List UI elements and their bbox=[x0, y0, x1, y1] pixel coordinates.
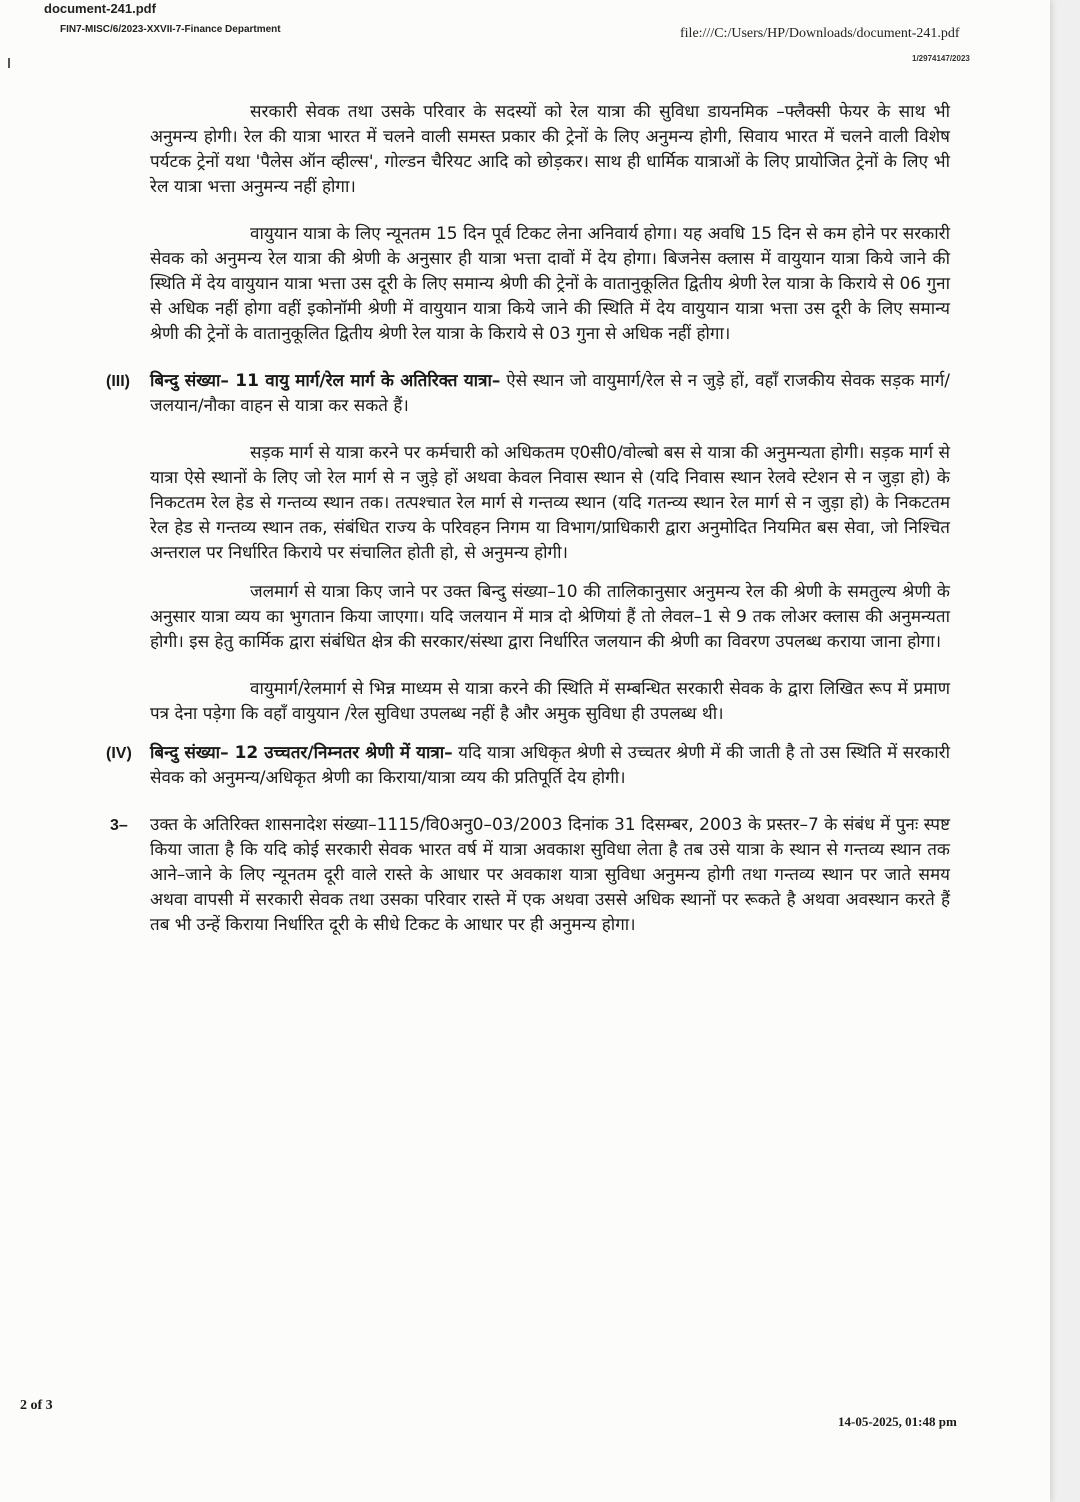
point-iv-text: यदि यात्रा अधिकृत श्रेणी से उच्चतर श्रेणी में की जाती है तो उस स्थिति में सरकारी सेवक को अनुमन्य/अधिकृत श्रेणी का किराया/यात्रा व्यय की प्रतिपूर्ति देय होगी। bbox=[150, 743, 950, 788]
reference-number: 1/2974147/2023 bbox=[912, 54, 970, 63]
paragraph-rail-travel: सरकारी सेवक तथा उसके परिवार के सदस्यों को रेल यात्रा की सुविधा डायनमिक –फ्लैक्सी फेयर के साथ भी अनुमन्य होगी। रेल की यात्रा भारत में चलने वाली समस्त प्रकार की ट्रेनों के लिए अनुमन्य होगी, सिवाय भारत में चलने वाली विशेष पर्यटक ट्रेनों यथा 'पैलेस ऑन व्हील्स', गोल्डन चैरियट आदि को छोड़कर। साथ ही धार्मिक यात्राओं के लिए प्रायोजित ट्रेनों के लिए भी रेल यात्रा भत्ता अनुमन्य नहीं होगा। bbox=[150, 102, 950, 197]
paragraph-air-travel: वायुयान यात्रा के लिए न्यूनतम 15 दिन पूर्व टिकट लेना अनिवार्य होगा। यह अवधि 15 दिन से कम होने पर सरकारी सेवक को अनुमन्य रेल यात्रा की श्रेणी के अनुसार ही यात्रा भत्ता दावों में देय होगा। बिजनेस क्लास में वायुयान यात्रा किये जाने की स्थिति में देय वायुयान यात्रा भत्ता उस दूरी के लिए समान्य श्रेणी की ट्रेनों के वातानुकूलित द्वितीय श्रेणी रेल यात्रा के किराये से 06 गुना से अधिक नहीं होगा वहीं इकोनॉमी श्रेणी में वायुयान यात्रा किये जाने की स्थिति में देय वायुयान यात्रा भत्ता उस दूरी के लिए समान्य श्रेणी की ट्रेनों के वातानुकूलित द्वितीय श्रेणी रेल यात्रा के किराये से 03 गुना से अधिक नहीं होगा। bbox=[150, 224, 950, 344]
paragraph-road-travel: सड़क मार्ग से यात्रा करने पर कर्मचारी को अधिकतम ए0सी0/वोल्बो बस से यात्रा की अनुमन्यता होगी। सड़क मार्ग से यात्रा ऐसे स्थानों के लिए जो रेल मार्ग से न जुड़े हों अथवा केवल निवास स्थान से (यदि निवास स्थान रेलवे स्टेशन से न जुड़ा हो) के निकटतम रेल हेड से गन्तव्य स्थान तक। तत्पश्चात रेल मार्ग से गन्तव्य स्थान (यदि गतन्व्य स्थान रेल मार्ग से न जुड़ा हो) के निकटतम रेल हेड से गन्तव्य स्थान तक, संबंधित राज्य के परिवहन निगम या विभाग/प्राधिकारी द्वारा अनुमोदित नियमित बस सेवा, जो निश्चित अन्तराल पर निर्धारित किराये पर संचालित होती हो, से अनुमन्य होगी। bbox=[150, 443, 950, 563]
point-iii-marker: (III) bbox=[106, 373, 130, 390]
print-datetime: 14-05-2025, 01:48 pm bbox=[838, 1414, 957, 1429]
point-iii bbox=[106, 369, 950, 419]
point-iv-heading: बिन्दु संख्या– 12 उच्चतर/निम्नतर श्रेणी में यात्रा– bbox=[150, 743, 453, 763]
document-name: document-241.pdf bbox=[44, 1, 156, 16]
point-iii-heading: बिन्दु संख्या– 11 वायु मार्ग/रेल मार्ग के अतिरिक्त यात्रा– bbox=[150, 371, 501, 391]
document-reference: FIN7-MISC/6/2023-XXVII-7-Finance Department bbox=[60, 24, 281, 35]
paragraph-other-means: वायुमार्ग/रेलमार्ग से भिन्न माध्यम से यात्रा करने की स्थिति में सम्बन्धित सरकारी सेवक के द्वारा लिखित रूप में प्रमाण पत्र देना पड़ेगा कि वहाँ वायुयान /रेल सुविधा उपलब्ध नहीं है और अमुक सुविधा ही उपलब्ध थी। bbox=[150, 679, 950, 724]
paragraph-water-travel: जलमार्ग से यात्रा किए जाने पर उक्त बिन्दु संख्या–10 की तालिकानुसार अनुमन्य रेल की श्रेणी के समतुल्य श्रेणी के अनुसार यात्रा व्यय का भुगतान किया जाएगा। यदि जलयान में मात्र दो श्रेणियां हैं तो लेवल–1 से 9 तक लोअर क्लास की अनुमन्यता होगी। इस हेतु कार्मिक द्वारा संबंधित क्षेत्र की सरकार/संस्था द्वारा निर्धारित जलयान की श्रेणी का विवरण उपलब्ध कराया जाना होगा। bbox=[150, 582, 950, 652]
paragraph-3-text: उक्त के अतिरिक्त शासनादेश संख्या–1115/वि0अनु0–03/2003 दिनांक 31 दिसम्बर, 2003 के प्रस्तर–7 के संबंध में पुनः स्पष्ट किया जाता है कि यदि कोई सरकारी सेवक भारत वर्ष में यात्रा अवकाश सुविधा लेता है तब उसे यात्रा के स्थान से गन्तव्य स्थान तक आने–जाने के लिए न्यूनतम दूरी वाले रास्ते के आधार पर अवकाश यात्रा सुविधा अनुमन्य होगी तथा गन्तव्य स्थान पर जाते समय अथवा वापसी में सरकारी सेवक तथा उसका परिवार रास्ते में एक अथवा उससे अधिक स्थानों पर रूकते है अथवा अवस्थान करते हैं तब भी उन्हें किराया निर्धारित दूरी के सीधे टिकट के आधार पर ही अनुमन्य होगा। bbox=[150, 815, 950, 935]
point-iv-marker: (IV) bbox=[106, 745, 132, 762]
file-path: file:///C:/Users/HP/Downloads/document-241.pdf bbox=[680, 26, 960, 41]
document-body bbox=[106, 100, 950, 938]
point-iii-text: ऐसे स्थान जो वायुमार्ग/रेल से न जुड़े हों, वहाँ राजकीय सेवक सड़क मार्ग/जलयान/नौका वाहन से यात्रा कर सकते हैं। bbox=[150, 371, 950, 416]
paragraph-3-marker: 3– bbox=[110, 817, 128, 834]
edge-mark bbox=[8, 58, 10, 68]
page-indicator: 2 of 3 bbox=[20, 1398, 53, 1413]
point-iv bbox=[106, 741, 950, 791]
paragraph-3 bbox=[110, 813, 950, 938]
